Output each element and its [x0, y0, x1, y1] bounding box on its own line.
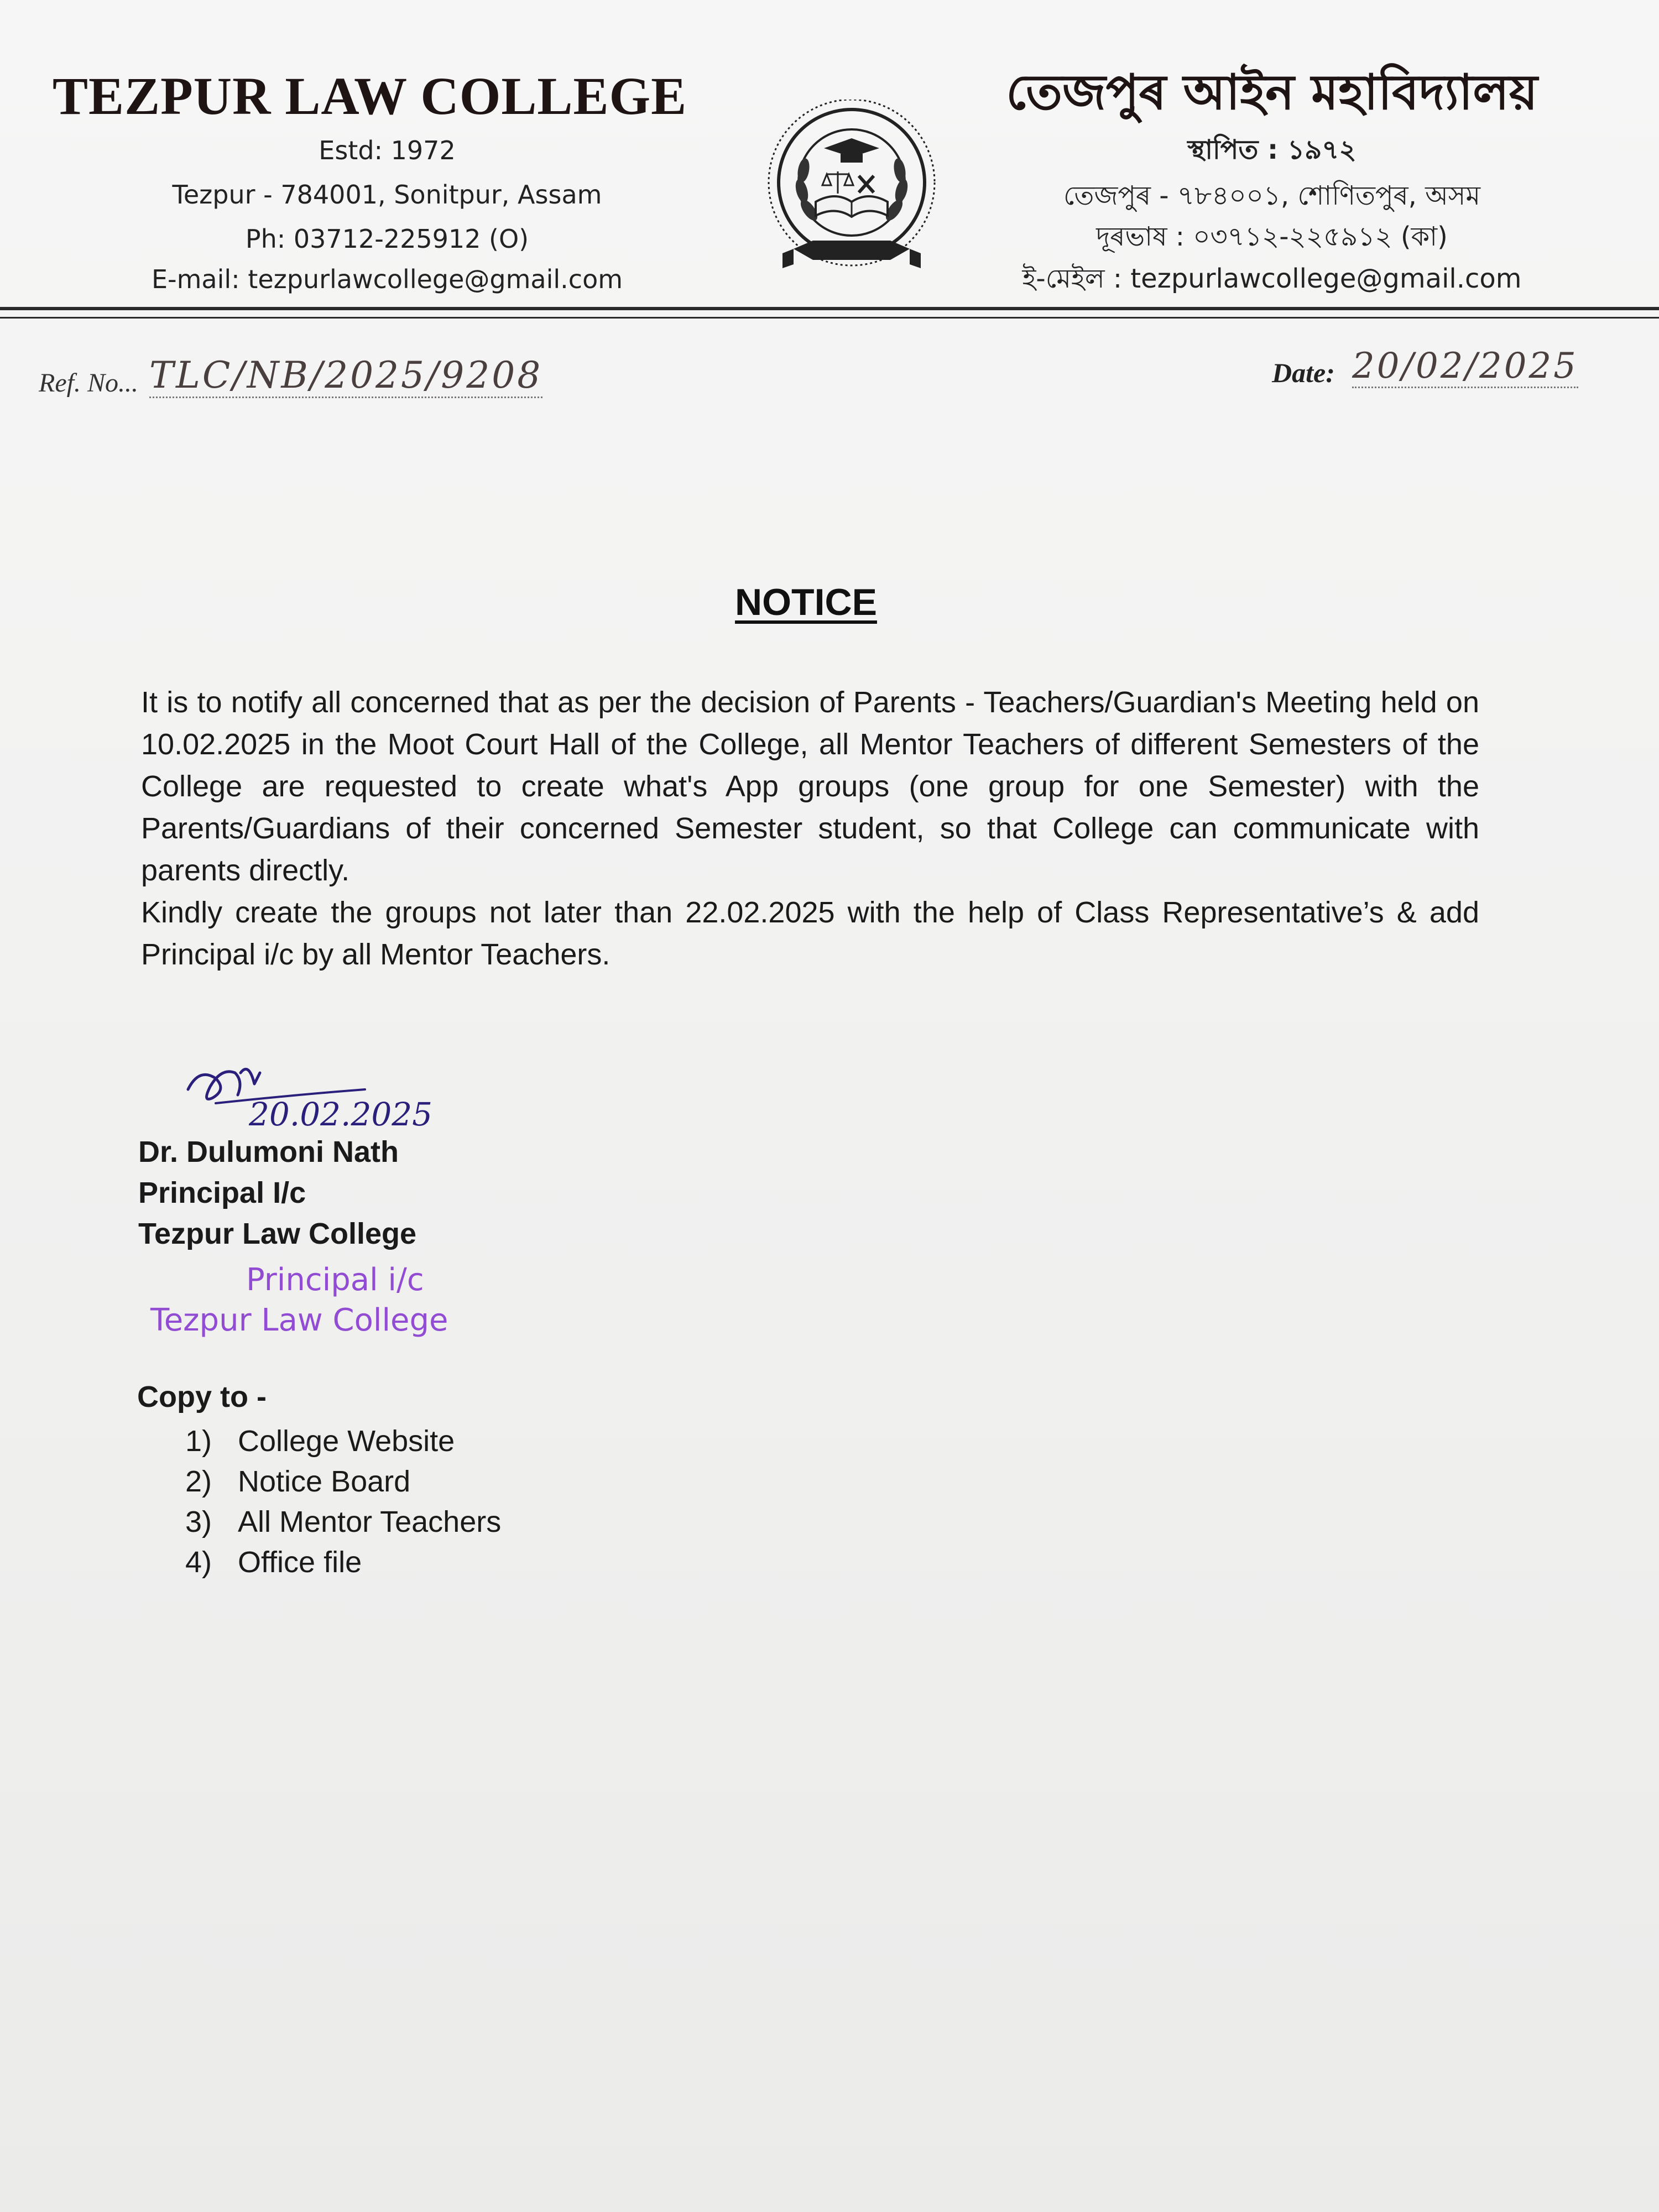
established-year-assamese: স্থাপিত : ১৯৭২ — [1187, 134, 1357, 165]
copy-to-number: 1) — [185, 1425, 212, 1458]
header-divider-thin — [0, 317, 1659, 319]
copy-to-label: Notice Board — [238, 1465, 411, 1498]
college-name-english: TEZPUR LAW COLLEGE — [53, 66, 687, 126]
college-emblem-logo — [760, 100, 943, 282]
ref-no-label: Ref. No... — [39, 368, 138, 398]
signature-date: 20.02.2025 — [249, 1095, 433, 1133]
established-year-english: Estd: 1972 — [319, 135, 456, 165]
handwritten-signature — [182, 1056, 492, 1139]
copy-to-label: All Mentor Teachers — [238, 1505, 502, 1538]
copy-to-item — [185, 1502, 501, 1542]
email-assamese: ই-মেইল : tezpurlawcollege@gmail.com — [1022, 263, 1522, 294]
copy-to-label: Office file — [238, 1546, 362, 1579]
copy-to-label: College Website — [238, 1425, 455, 1458]
stamp-college: Tezpur Law College — [150, 1302, 448, 1338]
phone-english: Ph: 03712-225912 (O) — [245, 224, 529, 254]
copy-to-list — [185, 1421, 501, 1583]
header-divider-thick — [0, 307, 1659, 310]
notice-body — [141, 681, 1479, 975]
signatory-college: Tezpur Law College — [138, 1217, 417, 1250]
date-value: 20/02/2025 — [1352, 346, 1578, 388]
copy-to-number: 3) — [185, 1505, 212, 1538]
stamp-principal: Principal i/c — [246, 1262, 424, 1298]
phone-assamese: দূৰভাষ : ০৩৭১২-২২৫৯১২ (কা) — [1096, 221, 1448, 252]
copy-to-item — [185, 1462, 501, 1502]
ref-no-value: TLC/NB/2025/9208 — [149, 354, 542, 398]
email-english: E-mail: tezpurlawcollege@gmail.com — [151, 264, 623, 294]
notice-paragraph-2: Kindly create the groups not later than 22.02.2025 with the help of Class Representative’s & add Principal i/c by all Mentor Teachers. — [141, 896, 1479, 971]
date-label: Date: — [1272, 357, 1335, 388]
copy-to-number: 4) — [185, 1546, 212, 1579]
copy-to-item — [185, 1421, 501, 1462]
address-english: Tezpur - 784001, Sonitpur, Assam — [172, 180, 602, 210]
college-name-assamese: তেজপুৰ আইন মহাবিদ্যালয় — [1006, 64, 1538, 121]
signatory-name: Dr. Dulumoni Nath — [138, 1135, 399, 1168]
notice-title: NOTICE — [735, 581, 877, 623]
copy-to-number: 2) — [185, 1465, 212, 1498]
copy-to-item — [185, 1542, 501, 1583]
address-assamese: তেজপুৰ - ৭৮৪০০১, শোণিতপুৰ, অসম — [1063, 180, 1481, 211]
signatory-title: Principal I/c — [138, 1176, 306, 1209]
copy-to-heading: Copy to - — [137, 1380, 267, 1413]
notice-paragraph-1: It is to notify all concerned that as per the decision of Parents - Teachers/Guardian's Meeting held on 10.02.2025 in the Moot Court Hall of the College, all Mentor Teachers of different Semesters of the College are requested to create what's App groups (one group for one Semester) with the Parents/Guardians of their concerned Semester student, so that College can communicate with parents directly. — [141, 686, 1479, 887]
